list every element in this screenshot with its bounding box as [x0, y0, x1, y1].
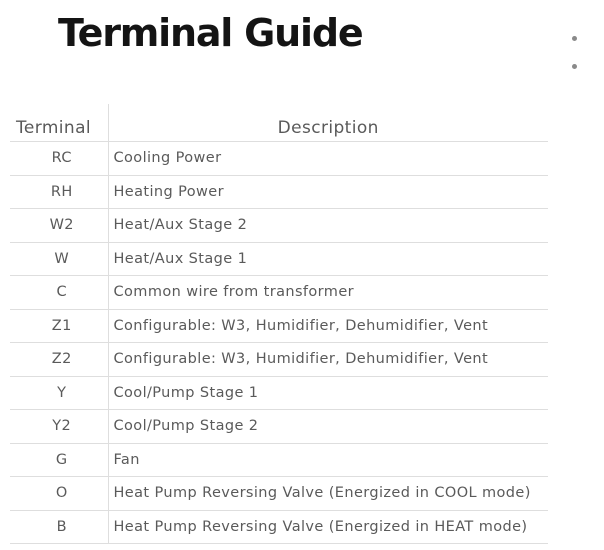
terminal-cell: W [10, 242, 108, 276]
table-row [10, 142, 548, 176]
description-cell: Cool/Pump Stage 1 [108, 376, 548, 410]
table-row [10, 209, 548, 243]
terminal-cell: RH [10, 175, 108, 209]
description-cell: Heating Power [108, 175, 548, 209]
bullet-list-fragment [572, 36, 584, 92]
description-cell: Cool/Pump Stage 2 [108, 410, 548, 444]
table-row [10, 309, 548, 343]
terminal-cell: W2 [10, 209, 108, 243]
column-header-description: Description [108, 104, 548, 142]
terminal-cell: B [10, 510, 108, 544]
table-row [10, 510, 548, 544]
bullet-dot-icon [572, 36, 577, 41]
description-cell: Fan [108, 443, 548, 477]
page-title: Terminal Guide [58, 11, 363, 55]
table-row [10, 276, 548, 310]
description-cell: Cooling Power [108, 142, 548, 176]
table-header-row [10, 104, 548, 142]
description-cell: Heat/Aux Stage 1 [108, 242, 548, 276]
terminal-cell: O [10, 477, 108, 511]
description-cell: Heat Pump Reversing Valve (Energized in HEAT mode) [108, 510, 548, 544]
description-cell: Heat/Aux Stage 2 [108, 209, 548, 243]
table-row [10, 477, 548, 511]
terminal-cell: C [10, 276, 108, 310]
terminal-cell: Z2 [10, 343, 108, 377]
table-row [10, 242, 548, 276]
table-row [10, 175, 548, 209]
column-header-terminal: Terminal [10, 104, 108, 142]
terminal-cell: RC [10, 142, 108, 176]
terminal-cell: Y2 [10, 410, 108, 444]
description-cell: Configurable: W3, Humidifier, Dehumidifier, Vent [108, 309, 548, 343]
terminal-cell: G [10, 443, 108, 477]
description-cell: Common wire from transformer [108, 276, 548, 310]
terminal-cell: Y [10, 376, 108, 410]
description-cell: Heat Pump Reversing Valve (Energized in COOL mode) [108, 477, 548, 511]
table-row [10, 410, 548, 444]
table-row [10, 376, 548, 410]
table-row [10, 443, 548, 477]
table-row [10, 343, 548, 377]
description-cell: Configurable: W3, Humidifier, Dehumidifier, Vent [108, 343, 548, 377]
terminal-cell: Z1 [10, 309, 108, 343]
terminal-guide-table [10, 104, 548, 544]
bullet-dot-icon [572, 64, 577, 69]
